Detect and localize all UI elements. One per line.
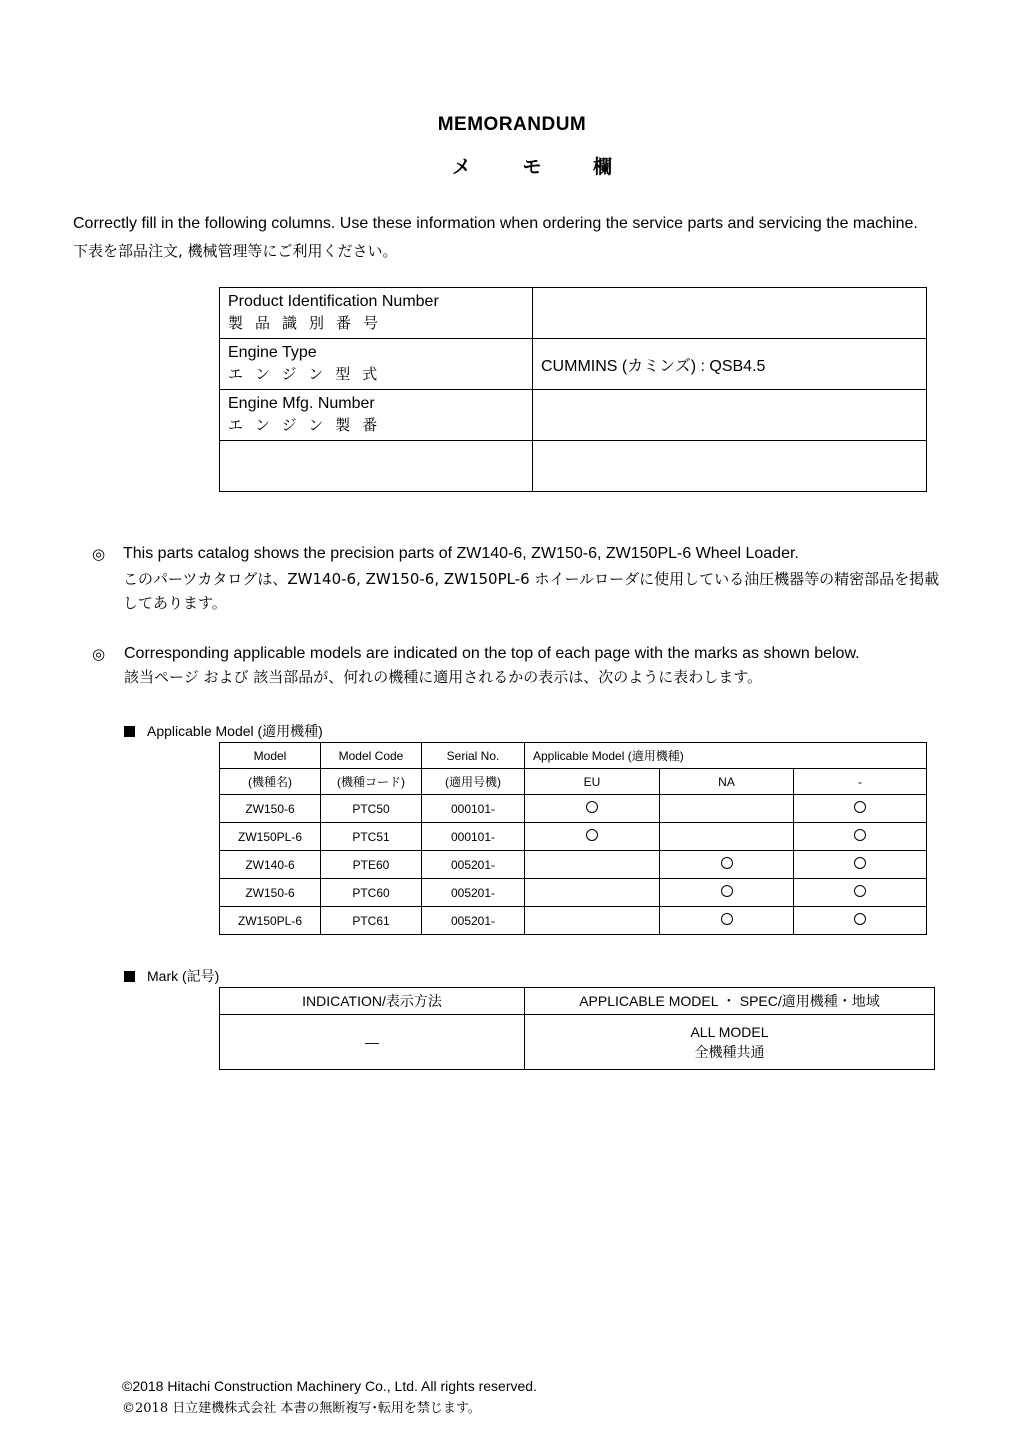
page-title: MEMORANDUM [437, 114, 587, 135]
id-label-cell [220, 339, 533, 390]
cell-model: ZW150-6 [220, 879, 321, 907]
cell-eu [525, 907, 660, 935]
engine-mfg-value[interactable] [533, 390, 927, 441]
header-eu: EU [525, 769, 660, 795]
cell-na [660, 823, 794, 851]
product-id-label: Product Identification Number [228, 293, 439, 310]
note-applicable-models [92, 645, 942, 689]
section-title: Applicable Model (適用機種) [147, 723, 323, 739]
copyright-en: ©2018 Hitachi Construction Machinery Co., Ltd. All rights reserved. [122, 1378, 537, 1394]
engine-type-value: CUMMINS (カミンズ) : QSB4.5 [533, 339, 927, 390]
note-precision-parts [92, 545, 942, 615]
product-id-value[interactable] [533, 288, 927, 339]
product-id-label-jp: 製品識別番号 [228, 314, 391, 332]
indication-dash: — [220, 1015, 525, 1070]
table-row [220, 823, 927, 851]
cell-dash [794, 823, 927, 851]
cell-serial: 000101- [422, 823, 525, 851]
square-bullet-icon [124, 726, 135, 737]
header-serial-no: Serial No. [422, 743, 525, 769]
cell-serial: 005201- [422, 907, 525, 935]
table-header-row [220, 743, 927, 769]
note-text-jp: 該当ページ および 該当部品が、何れの機種に適用されるかの表示は、次のように表わします。 [124, 668, 763, 686]
header-model-jp: (機種名) [220, 769, 321, 795]
cell-code: PTC50 [321, 795, 422, 823]
cell-code: PTE60 [321, 851, 422, 879]
header-na: NA [660, 769, 794, 795]
cell-model: ZW150-6 [220, 795, 321, 823]
cell-eu [525, 879, 660, 907]
all-model-en: ALL MODEL [690, 1024, 769, 1040]
circle-icon [721, 913, 733, 925]
cell-model: ZW150PL-6 [220, 823, 321, 851]
cell-serial: 005201- [422, 879, 525, 907]
subtitle-char: メ [452, 157, 472, 178]
blank-value-cell[interactable] [533, 441, 927, 492]
cell-eu [525, 851, 660, 879]
header-serial-no-jp: (適用号機) [422, 769, 525, 795]
engine-type-label-jp: エンジン型式 [228, 365, 390, 383]
section-heading-applicable-model [124, 721, 323, 741]
cell-model: ZW140-6 [220, 851, 321, 879]
table-row [220, 795, 927, 823]
circle-icon [854, 801, 866, 813]
cell-dash [794, 795, 927, 823]
header-indication: INDICATION/表示方法 [220, 988, 525, 1015]
table-row [220, 879, 927, 907]
table-row [220, 441, 927, 492]
cell-dash [794, 907, 927, 935]
cell-code: PTC61 [321, 907, 422, 935]
copyright-jp: ©2018 日立建機株式会社 本書の無断複写･転用を禁じます。 [122, 1401, 481, 1416]
header-model-code-jp: (機種コード) [321, 769, 422, 795]
subtitle-char: モ [522, 157, 542, 178]
model-rows [220, 795, 927, 935]
table-row [220, 288, 927, 339]
identification-table [219, 287, 927, 492]
circle-icon [721, 885, 733, 897]
header-dash: - [794, 769, 927, 795]
engine-type-label: Engine Type [228, 344, 317, 361]
circle-icon [854, 829, 866, 841]
cell-dash [794, 851, 927, 879]
table-header-row [220, 769, 927, 795]
header-model: Model [220, 743, 321, 769]
circle-icon [854, 913, 866, 925]
cell-na [660, 851, 794, 879]
square-bullet-icon [124, 971, 135, 982]
cell-na [660, 879, 794, 907]
table-row [220, 907, 927, 935]
cell-code: PTC60 [321, 879, 422, 907]
cell-na [660, 907, 794, 935]
applicable-all-model-cell [525, 1015, 935, 1070]
id-label-cell [220, 288, 533, 339]
note-text-en: This parts catalog shows the precision parts of ZW140-6, ZW150-6, ZW150PL-6 Wheel Loader. [123, 545, 799, 562]
all-model-jp: 全機種共通 [694, 1044, 765, 1060]
cell-na [660, 795, 794, 823]
engine-mfg-label-jp: エンジン製番 [228, 416, 390, 434]
cell-eu [525, 823, 660, 851]
applicable-model-table [219, 742, 927, 935]
table-row [220, 851, 927, 879]
note-text-en: Corresponding applicable models are indicated on the top of each page with the marks as shown below. [124, 645, 860, 662]
circle-icon [854, 857, 866, 869]
cell-model: ZW150PL-6 [220, 907, 321, 935]
page-subtitle [452, 152, 612, 179]
blank-label-cell[interactable] [220, 441, 533, 492]
cell-eu [525, 795, 660, 823]
mark-table [219, 987, 935, 1070]
engine-mfg-label: Engine Mfg. Number [228, 395, 375, 412]
id-label-cell [220, 390, 533, 441]
table-row [220, 390, 927, 441]
table-row [220, 1015, 935, 1070]
header-applicable-spec: APPLICABLE MODEL ・ SPEC/適用機種・地域 [525, 988, 935, 1015]
cell-dash [794, 879, 927, 907]
cell-serial: 000101- [422, 795, 525, 823]
circle-icon [586, 829, 598, 841]
table-row [220, 339, 927, 390]
circle-icon [854, 885, 866, 897]
subtitle-char: 欄 [592, 157, 612, 178]
header-model-code: Model Code [321, 743, 422, 769]
cell-code: PTC51 [321, 823, 422, 851]
note-text-jp: このパーツカタログは、ZW140-6, ZW150-6, ZW150PL-6 ホイールローダに使用している油圧機器等の精密部品を掲載してあります。 [123, 570, 940, 612]
header-applicable-model: Applicable Model (適用機種) [525, 743, 927, 769]
section-title: Mark (記号) [147, 968, 220, 984]
double-circle-icon: ◎ [92, 545, 106, 563]
section-heading-mark [124, 966, 219, 986]
circle-icon [586, 801, 598, 813]
table-header-row [220, 988, 935, 1015]
double-circle-icon: ◎ [92, 645, 106, 663]
cell-serial: 005201- [422, 851, 525, 879]
intro-text-jp: 下表を部品注文, 機械管理等にご利用ください。 [73, 242, 398, 260]
circle-icon [721, 857, 733, 869]
intro-text-en: Correctly fill in the following columns. Use these information when ordering the service parts and servicing the machine. [73, 215, 918, 232]
